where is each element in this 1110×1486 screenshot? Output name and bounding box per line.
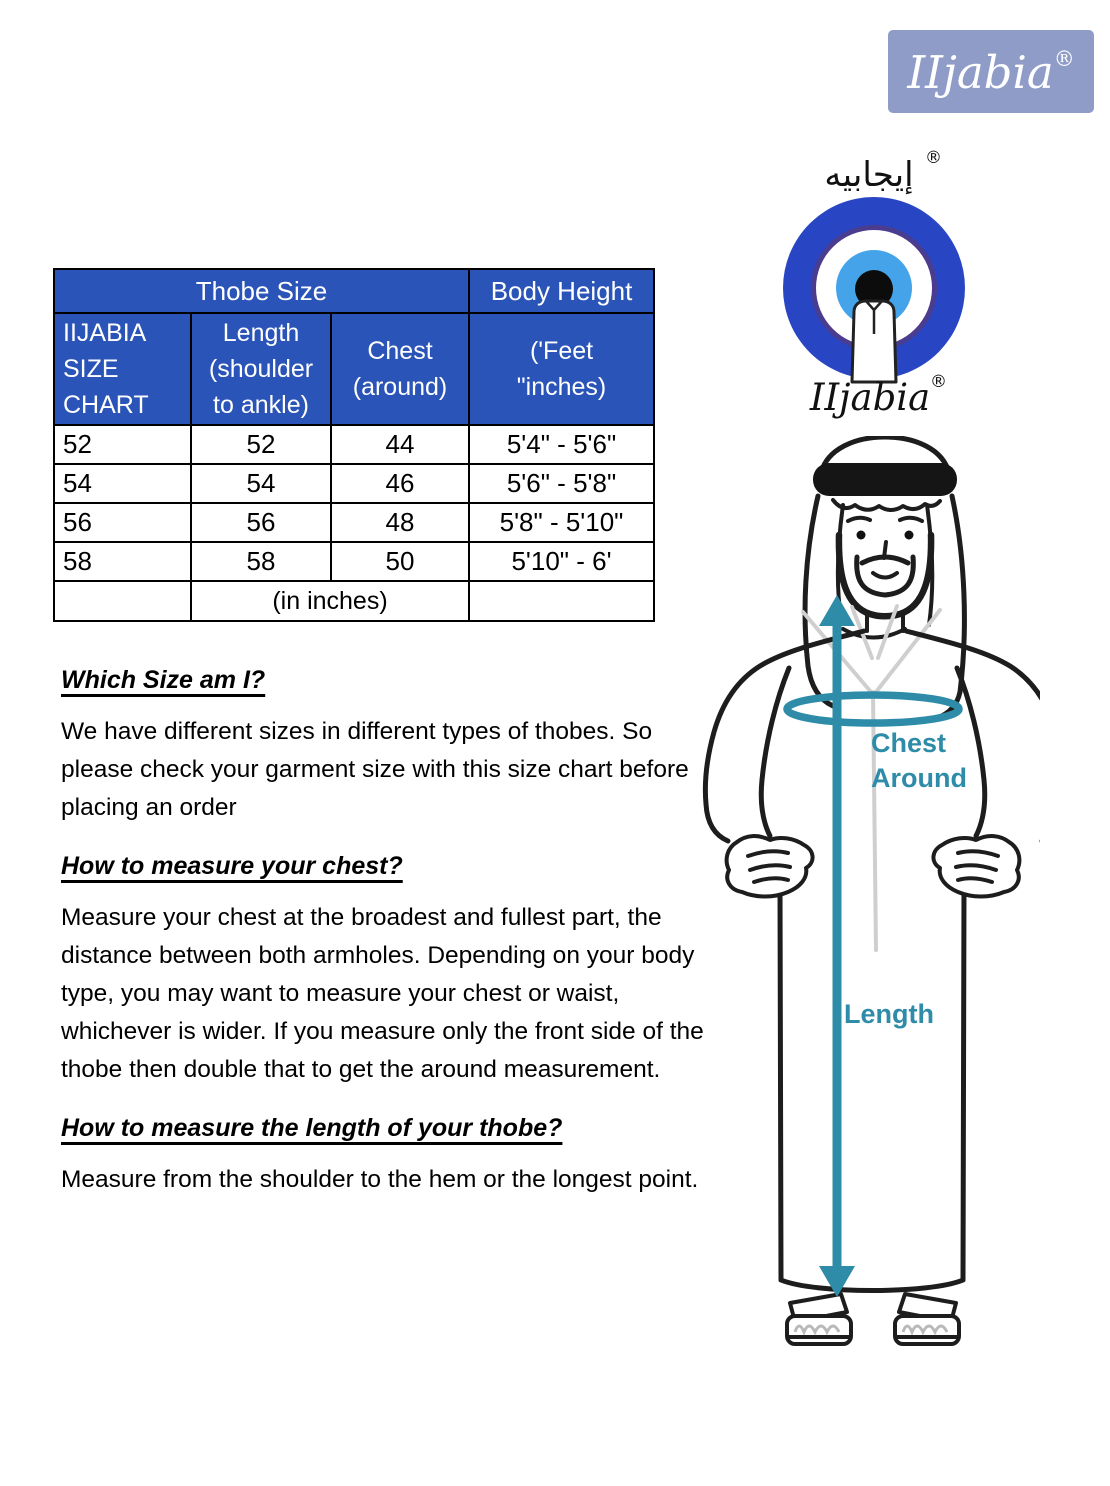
height-cell: 5'8" - 5'10" bbox=[469, 503, 654, 542]
length-cell: 58 bbox=[191, 542, 331, 581]
section-measure-length bbox=[61, 1114, 713, 1199]
chest-cell: 44 bbox=[331, 425, 469, 464]
section-body: We have different sizes in different types of thobes. So please check your garment size with this size chart before placing an order bbox=[61, 718, 689, 821]
chest-cell: 48 bbox=[331, 503, 469, 542]
size-cell: 58 bbox=[54, 542, 191, 581]
brand-badge-text bbox=[907, 45, 1075, 99]
logo-wordmark: IIjabia bbox=[809, 376, 931, 419]
chest-cell: 46 bbox=[331, 464, 469, 503]
table-row bbox=[54, 425, 654, 464]
length-label: Length bbox=[844, 999, 934, 1029]
column-header-size-chart: IIJABIA SIZE CHART bbox=[54, 313, 191, 425]
chest-cell: 50 bbox=[331, 542, 469, 581]
column-header-height: ('Feet "inches) bbox=[469, 313, 654, 425]
table-row bbox=[54, 464, 654, 503]
length-cell: 56 bbox=[191, 503, 331, 542]
logo-arabic-registered-mark: ® bbox=[925, 148, 942, 168]
table-row bbox=[54, 503, 654, 542]
brand-name: IIjabia bbox=[907, 45, 1054, 99]
registered-mark: ® bbox=[1053, 46, 1075, 71]
table-row bbox=[54, 542, 654, 581]
logo-registered-mark: ® bbox=[930, 372, 947, 392]
thobe-measurement-figure bbox=[700, 436, 1040, 1356]
left-sandal bbox=[787, 1294, 851, 1344]
length-cell: 54 bbox=[191, 464, 331, 503]
group-header-body-height: Body Height bbox=[469, 269, 654, 313]
logo-arabic-name: إيجابيه bbox=[824, 155, 914, 195]
chest-around-label-line2: Around bbox=[871, 763, 967, 793]
evil-eye-icon bbox=[783, 197, 965, 382]
height-cell: 5'6" - 5'8" bbox=[469, 464, 654, 503]
section-measure-chest bbox=[61, 852, 713, 1089]
section-heading: Which Size am I? bbox=[61, 666, 266, 694]
section-which-size bbox=[61, 666, 713, 827]
size-cell: 52 bbox=[54, 425, 191, 464]
chest-around-label-line1: Chest bbox=[871, 728, 947, 758]
unit-note: (in inches) bbox=[191, 581, 469, 621]
right-hand bbox=[933, 836, 1019, 896]
table-note-row bbox=[54, 581, 654, 621]
man-illustration bbox=[705, 437, 1040, 1344]
agal-band bbox=[813, 463, 957, 496]
height-cell: 5'4" - 5'6" bbox=[469, 425, 654, 464]
right-sandal bbox=[895, 1294, 959, 1344]
table-column-header-row bbox=[54, 313, 654, 425]
size-cell: 56 bbox=[54, 503, 191, 542]
empty-cell bbox=[469, 581, 654, 621]
height-cell: 5'10" - 6' bbox=[469, 542, 654, 581]
table-group-header-row bbox=[54, 269, 654, 313]
section-body: Measure from the shoulder to the hem or the longest point. bbox=[61, 1166, 699, 1193]
evil-eye-logo bbox=[765, 142, 990, 432]
column-header-length: Length (shoulder to ankle) bbox=[191, 313, 331, 425]
column-header-chest: Chest (around) bbox=[331, 313, 469, 425]
brand-badge bbox=[888, 30, 1094, 113]
section-heading: How to measure the length of your thobe? bbox=[61, 1114, 563, 1142]
empty-cell bbox=[54, 581, 191, 621]
section-body: Measure your chest at the broadest and fullest part, the distance between both armholes. Depending on your body type, you may want to measure your chest or waist, whichever is wider. If you measure only the front side of the thobe then double that to get the around measurement. bbox=[61, 904, 704, 1083]
left-hand bbox=[727, 836, 813, 896]
size-chart-table bbox=[53, 268, 655, 622]
group-header-thobe-size: Thobe Size bbox=[54, 269, 469, 313]
section-heading: How to measure your chest? bbox=[61, 852, 403, 880]
size-cell: 54 bbox=[54, 464, 191, 503]
length-cell: 52 bbox=[191, 425, 331, 464]
